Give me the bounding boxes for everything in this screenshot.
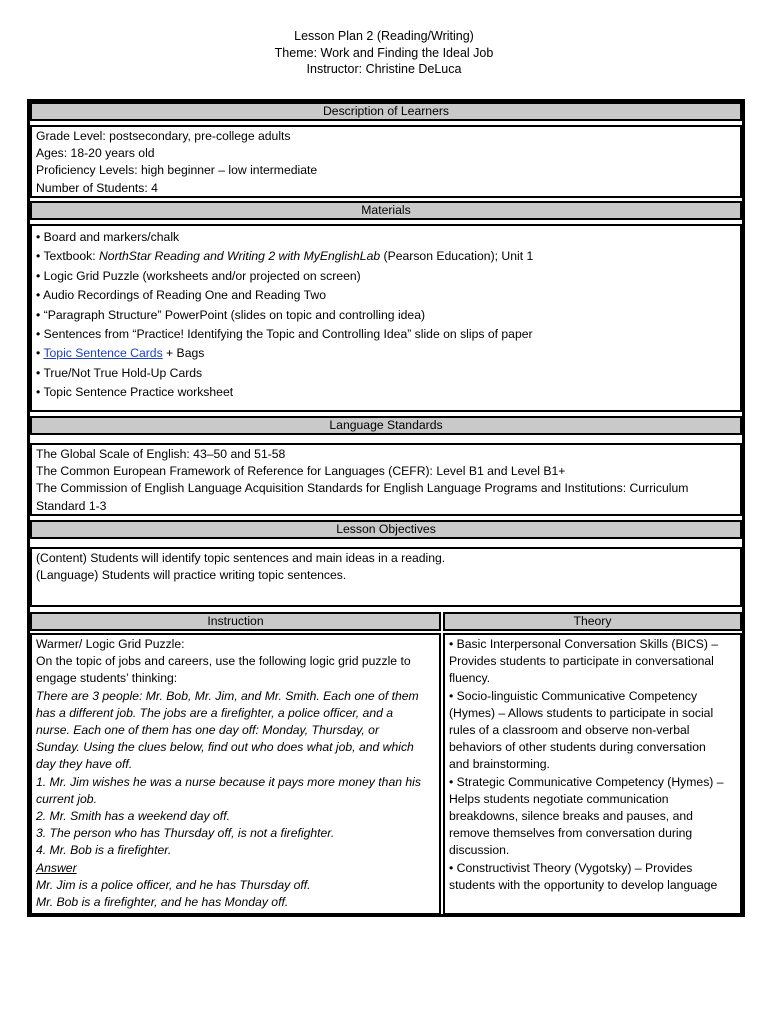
material-item-textbook xyxy=(36,247,736,266)
theory-line: fluency. xyxy=(449,671,491,686)
theory-line: (Hymes) – Allows students to participate in social xyxy=(449,705,714,720)
puzzle-clue: 3. The person who has Thursday off, is not a firefighter. xyxy=(36,826,335,841)
instructor-name: Instructor: Christine DeLuca xyxy=(306,62,462,76)
standard-line: The Global Scale of English: 43–50 and 51-58 xyxy=(36,447,286,461)
material-item: • Logic Grid Puzzle (worksheets and/or projected on screen) xyxy=(36,267,736,286)
material-item-cards xyxy=(36,344,736,363)
material-item: • True/Not True Hold-Up Cards xyxy=(36,364,736,383)
objective-language: (Language) Students will practice writing topic sentences. xyxy=(36,568,347,583)
theory-line: students with the opportunity to develop language xyxy=(449,877,718,892)
theory-line: behaviors of other students during conversation xyxy=(449,740,706,755)
objectives-section xyxy=(30,547,742,607)
ages: Ages: 18-20 years old xyxy=(36,146,155,161)
number-of-students: Number of Students: 4 xyxy=(36,180,158,195)
warmer-title: Warmer/ Logic Grid Puzzle: xyxy=(36,637,185,651)
theory-line: • Socio-linguistic Communicative Competency xyxy=(449,688,698,703)
document-header xyxy=(0,28,768,78)
materials-heading: Materials xyxy=(30,201,742,220)
material-item: • Audio Recordings of Reading One and Reading Two xyxy=(36,286,736,305)
instruction-text: engage students’ thinking: xyxy=(36,671,178,686)
puzzle-text: There are 3 people: Mr. Bob, Mr. Jim, and Mr. Smith. Each one of them xyxy=(36,688,419,703)
answer-line: Mr. Jim is a police officer, and he has Thursday off. xyxy=(36,877,311,892)
puzzle-clue: 4. Mr. Bob is a firefighter. xyxy=(36,843,172,858)
answer-label: Answer xyxy=(36,860,77,875)
instruction-heading: Instruction xyxy=(30,612,441,631)
standard-line: The Commission of English Language Acquisition Standards for English Language Programs and Institutions: Curriculum xyxy=(36,481,689,496)
cards-suffix: + Bags xyxy=(162,346,205,361)
lesson-theme: Theme: Work and Finding the Ideal Job xyxy=(274,45,494,60)
theory-line: rules of a classroom and observe non-verbal xyxy=(449,723,690,738)
grade-level: Grade Level: postsecondary, pre-college adults xyxy=(36,129,291,143)
theory-column xyxy=(443,633,742,915)
standards-heading: Language Standards xyxy=(30,416,742,435)
theory-line: discussion. xyxy=(449,843,510,858)
theory-line: Helps students negotiate communication xyxy=(449,791,669,806)
theory-line: and brainstorming. xyxy=(449,757,550,772)
puzzle-clue: current job. xyxy=(36,791,97,806)
topic-sentence-cards-link[interactable]: Topic Sentence Cards xyxy=(43,346,163,361)
puzzle-text: has a different job. The jobs are a firefighter, a police officer, and a xyxy=(36,705,394,720)
materials-section xyxy=(30,224,742,412)
theory-heading: Theory xyxy=(443,612,742,631)
material-item: • Sentences from “Practice! Identifying the Topic and Controlling Idea” slide on slips of paper xyxy=(36,325,736,344)
puzzle-text: day they have off. xyxy=(36,757,133,772)
objectives-heading: Lesson Objectives xyxy=(30,520,742,539)
puzzle-text: Sunday. Using the clues below, find out who does what job, and which xyxy=(36,740,414,755)
puzzle-text: nurse. Each one of them has one day off: Monday, Thursday, or xyxy=(36,723,380,738)
theory-line: remove themselves from conversation during xyxy=(449,826,693,841)
objective-content: (Content) Students will identify topic sentences and main ideas in a reading. xyxy=(36,551,446,565)
theory-line: • Constructivist Theory (Vygotsky) – Provides xyxy=(449,860,693,875)
answer-line: Mr. Bob is a firefighter, and he has Monday off. xyxy=(36,895,289,910)
lesson-title: Lesson Plan 2 (Reading/Writing) xyxy=(294,29,474,43)
puzzle-clue: 1. Mr. Jim wishes he was a nurse because it pays more money than his xyxy=(36,774,421,789)
theory-line: breakdowns, silence breaks and pauses, and xyxy=(449,809,693,824)
theory-line: Provides students to participate in conversational xyxy=(449,654,714,669)
material-item: • Board and markers/chalk xyxy=(36,228,736,247)
proficiency-levels: Proficiency Levels: high beginner – low intermediate xyxy=(36,163,318,178)
textbook-publisher: (Pearson Education); Unit 1 xyxy=(380,249,534,264)
learners-heading: Description of Learners xyxy=(30,102,742,121)
standard-line: The Common European Framework of Reference for Languages (CEFR): Level B1 and Level B1+ xyxy=(36,464,566,479)
textbook-label: Textbook: xyxy=(43,249,99,264)
instruction-column xyxy=(30,633,441,915)
puzzle-clue: 2. Mr. Smith has a weekend day off. xyxy=(36,809,230,824)
material-item: • “Paragraph Structure” PowerPoint (slides on topic and controlling idea) xyxy=(36,306,736,325)
textbook-title: NorthStar Reading and Writing 2 with MyEnglishLab xyxy=(99,249,381,264)
standards-section xyxy=(30,443,742,516)
theory-line: • Strategic Communicative Competency (Hymes) – xyxy=(449,774,724,789)
standard-line: Standard 1-3 xyxy=(36,498,107,513)
theory-line: • Basic Interpersonal Conversation Skills (BICS) – xyxy=(449,637,719,651)
material-item: • Topic Sentence Practice worksheet xyxy=(36,383,736,402)
learners-section xyxy=(30,125,742,198)
instruction-text: On the topic of jobs and careers, use the following logic grid puzzle to xyxy=(36,654,411,669)
